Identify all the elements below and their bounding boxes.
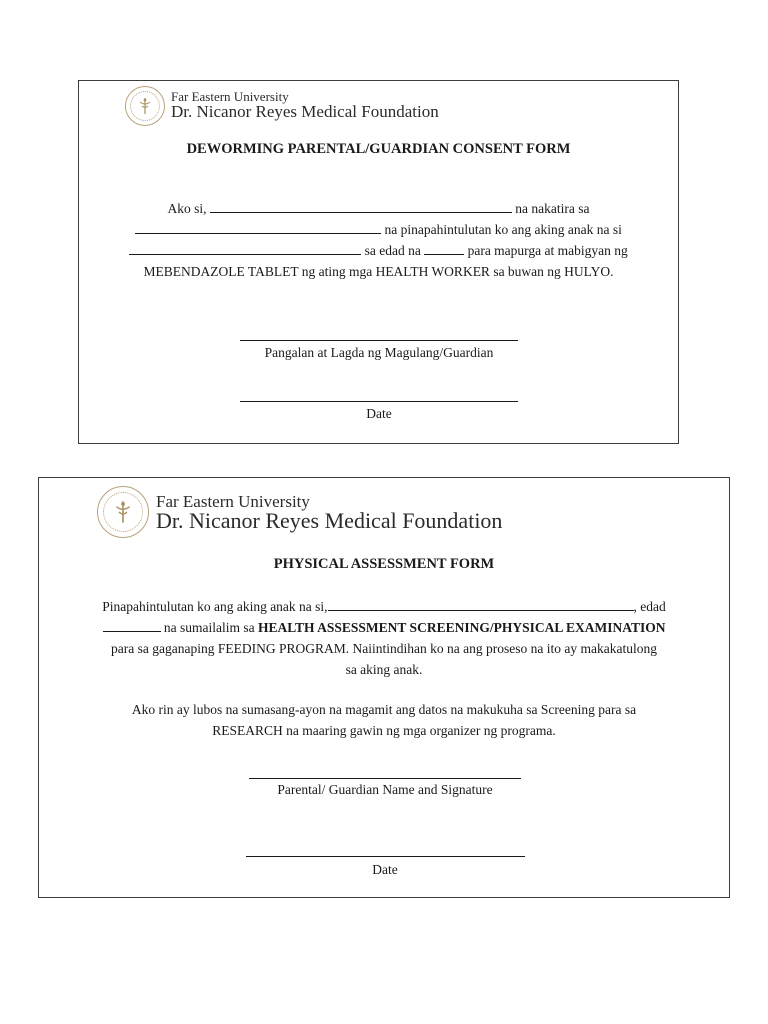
parent-name-blank[interactable] <box>210 200 512 213</box>
date-line[interactable] <box>240 401 518 402</box>
feu-nrmf-logo <box>97 486 502 538</box>
logo-foundation-name: Dr. Nicanor Reyes Medical Foundation <box>171 102 439 121</box>
consent-paragraph-line-3: sa edad na para mapurga at mabigyan ng <box>79 240 678 261</box>
signature-label: Parental/ Guardian Name and Signature <box>277 782 493 797</box>
consent-paragraph-line-1: Ako si, na nakatira sa <box>167 201 590 216</box>
signature-line[interactable] <box>240 340 518 341</box>
date-line[interactable] <box>246 856 525 857</box>
consent-paragraph-line-2: na pinapahintulutan ko ang aking anak na si <box>79 219 678 240</box>
logo-foundation-name: Dr. Nicanor Reyes Medical Foundation <box>156 507 503 533</box>
physical-assessment-form <box>38 477 730 898</box>
permission-paragraph-line-1: Pinapahintulutan ko ang aking anak na si, , edad <box>102 599 666 614</box>
feu-nrmf-logo <box>125 86 439 126</box>
permission-paragraph-line-3: para sa gaganaping FEEDING PROGRAM. Naiintindihan ko na ang proseso na ito ay makakatulong <box>111 641 657 656</box>
form-title: PHYSICAL ASSESSMENT FORM <box>273 556 495 572</box>
university-seal-icon <box>97 486 149 538</box>
child-name-blank[interactable] <box>129 242 361 255</box>
deworming-consent-form <box>78 80 679 444</box>
child-name-blank[interactable] <box>328 598 634 611</box>
logo-university-name: Far Eastern University <box>171 89 289 104</box>
form-title: DEWORMING PARENTAL/GUARDIAN CONSENT FORM <box>186 141 571 157</box>
signature-label: Pangalan at Lagda ng Magulang/Guardian <box>264 345 494 360</box>
research-paragraph-line-1: Ako rin ay lubos na sumasang-ayon na magamit ang datos na makukuha sa Screening para sa <box>131 702 637 717</box>
research-paragraph-line-2: RESEARCH na maaring gawin ng mga organizer ng programa. <box>212 723 556 738</box>
date-label: Date <box>366 406 392 421</box>
child-age-blank[interactable] <box>103 619 161 632</box>
consent-paragraph-line-4: MEBENDAZOLE TABLET ng ating mga HEALTH WORKER sa buwan ng HULYO. <box>143 264 614 279</box>
university-seal-icon <box>125 86 165 126</box>
permission-paragraph-line-2: na sumailalim sa HEALTH ASSESSMENT SCREENING/PHYSICAL EXAMINATION <box>39 617 729 638</box>
logo-university-name: Far Eastern University <box>156 491 310 511</box>
date-label: Date <box>372 862 398 877</box>
permission-paragraph-line-4: sa aking anak. <box>345 662 423 677</box>
address-blank[interactable] <box>135 221 381 234</box>
signature-line[interactable] <box>249 778 521 779</box>
child-age-blank[interactable] <box>424 242 464 255</box>
